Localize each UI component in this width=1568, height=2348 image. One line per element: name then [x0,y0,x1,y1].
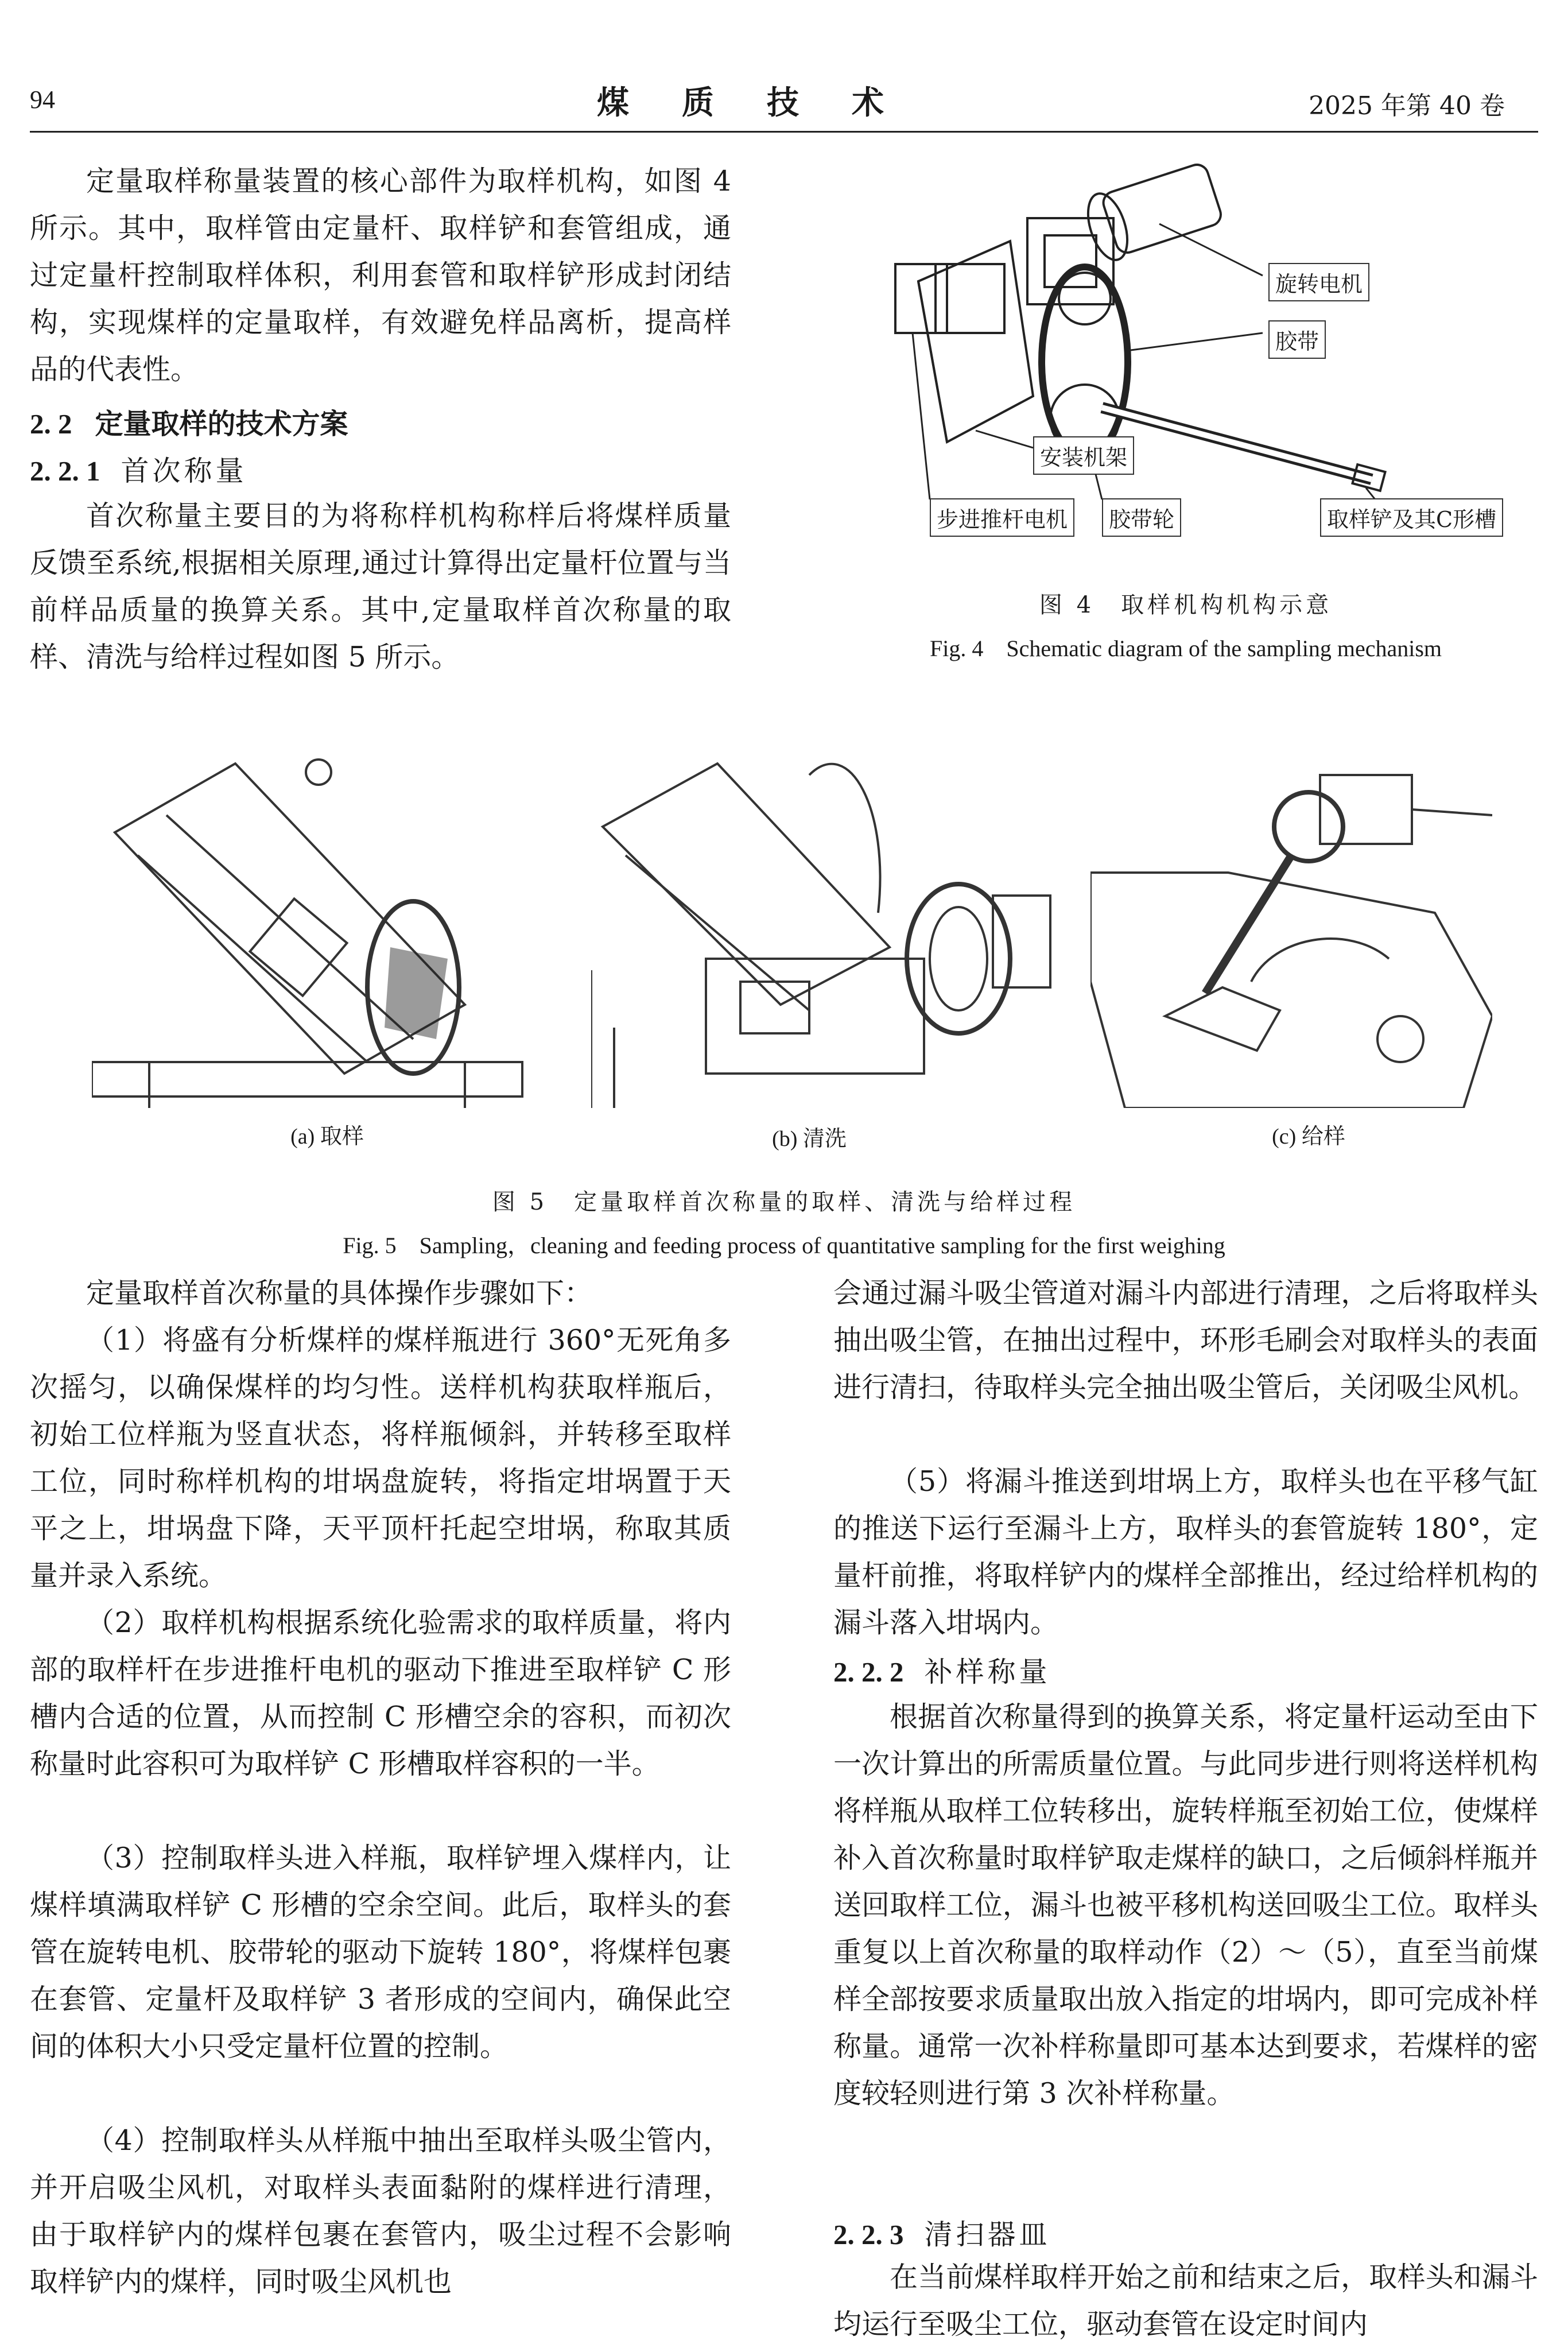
figure-4-diagram [861,155,1497,568]
section-2-2-3-heading [833,2213,1051,2253]
paragraph-core-component: 定量取样称量装置的核心部件为取样机构，如图 4 所示。其中，取样管由定量杆、取样铲和套管组成，通过定量杆控制取样体积，利用套管和取样铲形成封闭结构，实现煤样的定量取样，有效避免样品离析，提高样品的代表性。 [30,165,731,386]
label-rotary-motor: 旋转电机 [1268,263,1369,301]
paragraph-step-4-continued: 会通过漏斗吸尘管道对漏斗内部进行清理，之后将取样头抽出吸尘管，在抽出过程中，环形毛刷会对取样头的表面进行清扫，待取样头完全抽出吸尘管后，关闭吸尘风机。 [833,1277,1538,1404]
header-rule [30,131,1538,133]
figure-5a-image [92,741,562,1108]
sampling-drawing [92,741,562,1108]
figure-5-caption-cn: 图 5 定量取样首次称量的取样、清洗与给样过程 [492,1189,1076,1215]
paragraph-step-2: （2）取样机构根据系统化验需求的取样质量，将内部的取样杆在步进推杆电机的驱动下推进至取样铲 C 形槽内合适的位置，从而控制 C 形槽空余的容积，而初次称量时此容积可为取样铲 C 形槽取样容积的一半。 [30,1606,731,1780]
paragraph-supplementary-weighing: 根据首次称量得到的换算关系，将定量杆运动至由下一次计算出的所需质量位置。与此同步进行则将送样机构将样瓶从取样工位转移出，旋转样瓶至初始工位，使煤样补入首次称量时取样铲取走煤样的缺口，之后倾斜样瓶并送回取样工位，漏斗也被平移机构送回吸尘工位。取样头重复以上首次称量的取样动作（2）～（5），直至当前煤样全部按要求质量取出放入指定的坩埚内，即可完成补样称量。通常一次补样称量即可基本达到要求，若煤样的密度较轻则进行第 3 次补样称量。 [833,1700,1538,2110]
figure-5-caption-en: Fig. 5 Sampling，cleaning and feeding process of quantitative sampling for the first weighing [343,1233,1225,1258]
journal-title: 煤质技术 [597,84,937,122]
paragraph-step-1: （1）将盛有分析煤样的煤样瓶进行 360°无死角多次摇匀，以确保煤样的均匀性。送样机构获取样瓶后，初始工位样瓶为竖直状态，将样瓶倾斜，并转移至取样工位，同时称样机构的坩埚盘旋转，将指定坩埚置于天平之上，坩埚盘下降，天平顶杆托起空坩埚，称取其质量并录入系统。 [30,1324,731,1592]
section-title: 定量取样的技术方案 [95,408,348,440]
label-stepper-motor: 步进推杆电机 [930,498,1074,537]
section-number: 2. 2. 2 [833,1656,904,1688]
paragraph-step-5: （5）将漏斗推送到坩埚上方，取样头也在平移气缸的推送下运行至漏斗上方，取样头的套管旋转 180°，定量杆前推，将取样铲内的煤样全部推出，经过给样机构的漏斗落入坩埚内。 [833,1465,1538,1639]
section-title: 首次称量 [121,455,247,487]
figure-4-caption-en: Fig. 4 Schematic diagram of the sampling mechanism [929,636,1442,661]
figure-5b-label: (b) 清洗 [772,1127,847,1151]
page-number: 94 [30,86,55,114]
cleaning-drawing [591,741,1062,1108]
label-sampling-shovel: 取样铲及其C形槽 [1320,498,1503,537]
figure-4-caption-cn: 图 4 取样机构机构示意 [1039,592,1333,618]
paragraph-cleaning-vessels: 在当前煤样取样开始之前和结束之后，取样头和漏斗均运行至吸尘工位，驱动套管在设定时间内 [833,2261,1538,2341]
figure-5c-label: (c) 给样 [1272,1125,1345,1149]
section-number: 2. 2 [30,408,72,440]
paragraph-step-3: （3）控制取样头进入样瓶，取样铲埋入煤样内，让煤样填满取样铲 C 形槽的空余空间。此后，取样头的套管在旋转电机、胶带轮的驱动下旋转 180°，将煤样包裹在套管、定量杆及取样铲 3 者形成的空间内，确保此空间的体积大小只受定量杆位置的控制。 [30,1842,731,2063]
paragraph-first-weighing: 首次称量主要目的为将称样机构称样后将煤样质量反馈至系统,根据相关原理,通过计算得出定量杆位置与当前样品质量的换算关系。其中,定量取样首次称量的取样、清洗与给样过程如图 5 所示。 [30,499,731,673]
section-2-2-1-heading [30,449,247,489]
feeding-drawing [1090,741,1492,1108]
volume-info: 2025 年第 40 卷 [1309,91,1505,121]
section-title: 清扫器皿 [924,2218,1051,2251]
figure-5a-label: (a) 取样 [290,1125,364,1149]
figure-5b-image [591,741,1062,1108]
label-belt: 胶带 [1268,320,1326,359]
section-title: 补样称量 [924,1656,1051,1688]
paragraph-step-4: （4）控制取样头从样瓶中抽出至取样头吸尘管内，并开启吸尘风机，对取样头表面黏附的煤样进行清理，由于取样铲内的煤样包裹在套管内，吸尘过程不会影响取样铲内的煤样，同时吸尘风机也 [30,2124,731,2298]
label-belt-pulley: 胶带轮 [1102,498,1181,537]
paragraph-steps-intro: 定量取样首次称量的具体操作步骤如下： [86,1277,593,1309]
section-2-2-2-heading [833,1650,1051,1690]
label-mounting-frame: 安装机架 [1033,436,1134,475]
figure-5c-image [1090,741,1492,1108]
section-number: 2. 2. 3 [833,2219,904,2250]
section-2-2-heading [30,402,348,442]
section-number: 2. 2. 1 [30,455,100,487]
